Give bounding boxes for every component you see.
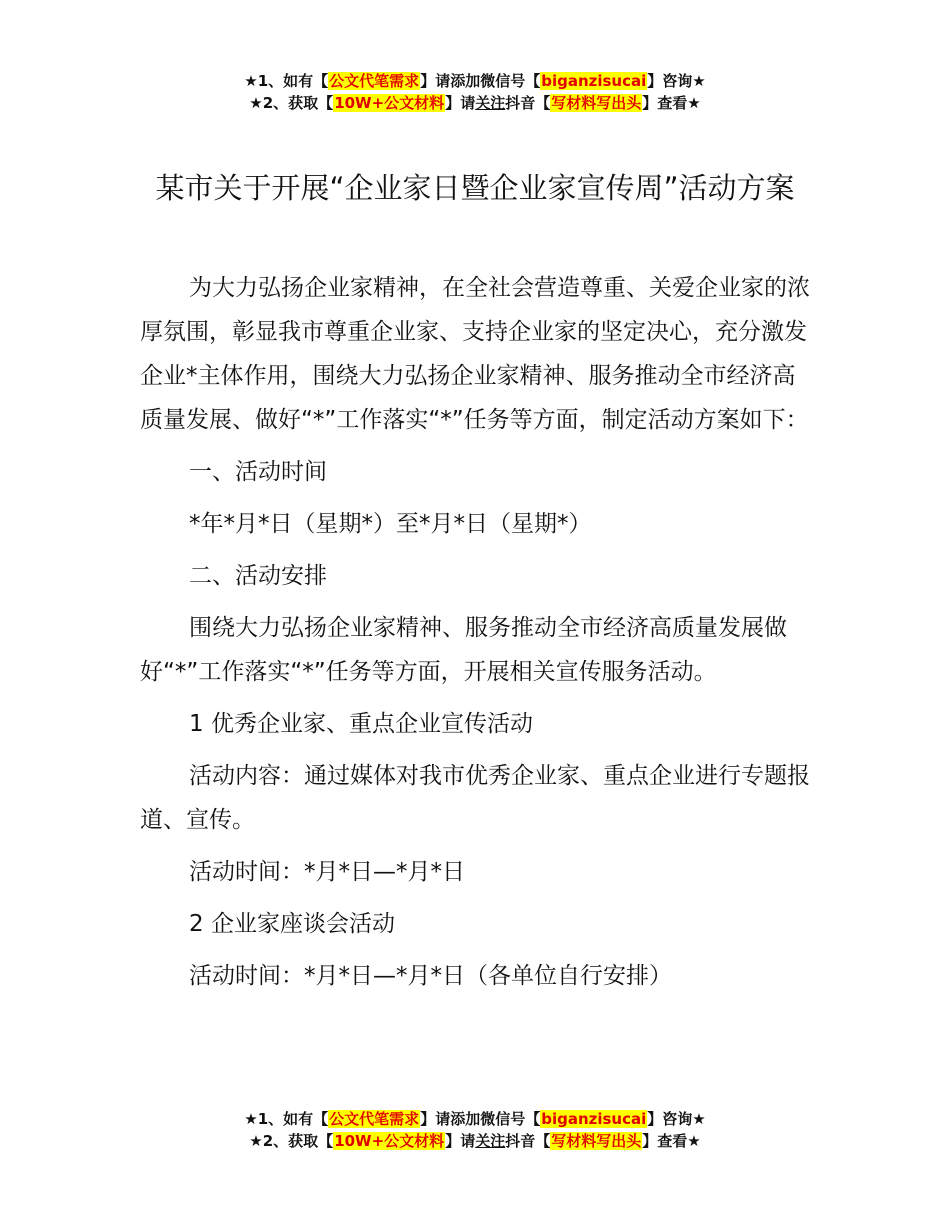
banner-highlight: 公文代笔需求 [329, 1110, 420, 1128]
paragraph: 活动时间：*月*日—*月*日 [189, 859, 465, 885]
section-heading: 二、活动安排 [189, 563, 327, 589]
banner-text: 】请添加微信号【 [420, 72, 541, 90]
banner-text: 抖音【 [505, 1132, 551, 1150]
banner-highlight: biganzisucai [541, 1110, 647, 1128]
banner-highlight: biganzisucai [541, 72, 647, 90]
banner-line-1 [0, 70, 950, 92]
subsection-heading: 1 优秀企业家、重点企业宣传活动 [189, 711, 533, 737]
banner-underlined: 关注 [475, 94, 506, 112]
banner-text: 】咨询★ [647, 72, 706, 90]
banner-text: ★2、获取【 [249, 94, 334, 112]
paragraph: *年*月*日（星期*）至*月*日（星期*） [189, 511, 592, 537]
banner-text: ★1、如有【 [244, 72, 329, 90]
banner-text: 】咨询★ [647, 1110, 706, 1128]
banner-line-2 [0, 1130, 950, 1152]
paragraph: 活动时间：*月*日—*月*日（各单位自行安排） [189, 963, 672, 989]
banner-text: ★1、如有【 [244, 1110, 329, 1128]
banner-text: 】请 [445, 94, 476, 112]
subsection-heading: 2 企业家座谈会活动 [189, 911, 395, 937]
banner-text: ★2、获取【 [249, 1132, 334, 1150]
document-title: 某市关于开展“企业家日暨企业家宣传周”活动方案 [155, 171, 795, 205]
banner-highlight: 写材料写出头 [551, 1132, 642, 1150]
banner-highlight: 写材料写出头 [551, 94, 642, 112]
header-banner [0, 70, 950, 114]
banner-text: 】查看★ [642, 1132, 701, 1150]
banner-highlight: 10W+公文材料 [334, 1132, 445, 1150]
paragraph: 活动内容：通过媒体对我市优秀企业家、重点企业进行专题报道、宣传。 [140, 763, 810, 833]
banner-underlined: 关注 [475, 1132, 506, 1150]
section-heading: 一、活动时间 [189, 459, 327, 485]
banner-text: 抖音【 [505, 94, 551, 112]
banner-line-2 [0, 92, 950, 114]
banner-text: 】查看★ [642, 94, 701, 112]
banner-highlight: 10W+公文材料 [334, 94, 445, 112]
paragraph: 围绕大力弘扬企业家精神、服务推动全市经济高质量发展做好“*”工作落实“*”任务等方面，开展相关宣传服务活动。 [140, 615, 787, 685]
banner-text: 】请添加微信号【 [420, 1110, 541, 1128]
banner-line-1 [0, 1108, 950, 1130]
intro-paragraph: 为大力弘扬企业家精神，在全社会营造尊重、关爱企业家的浓厚氛围，彰显我市尊重企业家、支持企业家的坚定决心，充分激发企业*主体作用，围绕大力弘扬企业家精神、服务推动全市经济高质量发展、做好“*”工作落实“*”任务等方面，制定活动方案如下： [140, 275, 810, 433]
document-body [140, 266, 812, 1006]
footer-banner [0, 1108, 950, 1152]
banner-text: 】请 [445, 1132, 476, 1150]
banner-highlight: 公文代笔需求 [329, 72, 420, 90]
